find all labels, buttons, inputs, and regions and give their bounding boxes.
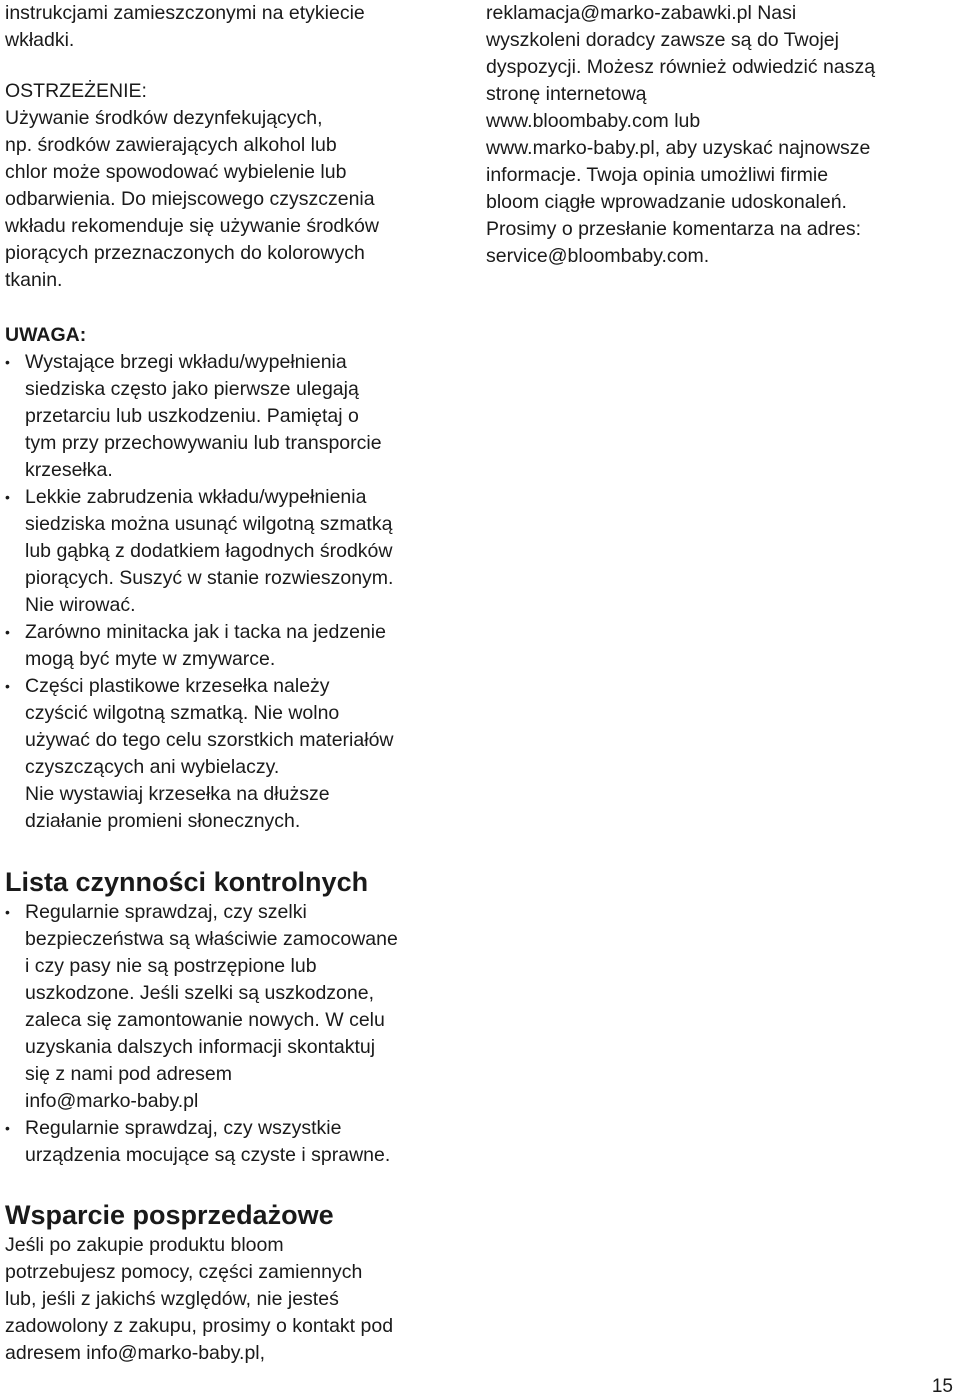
text-line: Wystające brzegi wkładu/wypełnienia [25, 351, 347, 373]
text-line: www.bloombaby.com lub [486, 110, 701, 132]
contact-paragraph [486, 0, 956, 270]
text-line: uszkodzone. Jeśli szelki są uszkodzone, [25, 982, 375, 1004]
text-line: Zarówno minitacka jak i tacka na jedzenie [25, 621, 386, 643]
text-line: dyspozycji. Możesz również odwiedzić naszą [486, 56, 876, 78]
text-line: bezpieczeństwa są właściwie zamocowane [25, 928, 398, 950]
text-line: chlor może spowodować wybielenie lub [5, 161, 347, 183]
text-line: Prosimy o przesłanie komentarza na adres: [486, 218, 862, 240]
text-line: service@bloombaby.com. [486, 245, 710, 267]
support-section [5, 1198, 465, 1367]
text-line: wkładu rekomenduje się używanie środków [5, 215, 379, 237]
text-line: krzesełka. [25, 459, 113, 481]
text-line: wkładki. [5, 29, 75, 51]
bullet-icon: • [5, 678, 10, 694]
support-paragraph [5, 1232, 465, 1367]
text-line: i czy pasy nie są postrzępione lub [25, 955, 317, 977]
text-line: Używanie środków dezynfekujących, [5, 107, 323, 129]
list-item [5, 1115, 465, 1169]
text-line: czyszczących ani wybielaczy. [25, 756, 280, 778]
list-item [5, 484, 465, 619]
bullet-icon: • [5, 489, 10, 505]
text-line: Nie wirować. [25, 594, 136, 616]
text-line: bloom ciągłe wprowadzanie udoskonaleń. [486, 191, 847, 213]
text-line: Nie wystawiaj krzesełka na dłuższe [25, 783, 330, 805]
text-line: czyścić wilgotną szmatką. Nie wolno [25, 702, 340, 724]
support-heading: Wsparcie posprzedażowe [5, 1200, 334, 1230]
bullet-icon: • [5, 624, 10, 640]
page-number: 15 [931, 1376, 953, 1397]
checklist-list [5, 899, 465, 1169]
text-line: wyszkoleni doradcy zawsze są do Twojej [486, 29, 839, 51]
text-line: się z nami pod adresem [25, 1063, 233, 1085]
text-line: adresem info@marko-baby.pl, [5, 1342, 266, 1364]
text-line: piorących. Suszyć w stanie rozwieszonym. [25, 567, 394, 589]
text-line: urządzenia mocujące są czyste i sprawne. [25, 1144, 391, 1166]
text-line: używać do tego celu szorstkich materiałów [25, 729, 394, 751]
text-line: np. środków zawierających alkohol lub [5, 134, 337, 156]
text-line: zadowolony z zakupu, prosimy o kontakt pod [5, 1315, 394, 1337]
warning-section [5, 78, 465, 294]
text-line: Lekkie zabrudzenia wkładu/wypełnienia [25, 486, 367, 508]
warning-label: OSTRZEŻENIE: [5, 80, 147, 102]
text-line: lub, jeśli z jakichś względów, nie jesteś [5, 1288, 339, 1310]
text-line: siedziska można usunąć wilgotną szmatką [25, 513, 393, 535]
checklist-heading: Lista czynności kontrolnych [5, 867, 369, 897]
note-section [5, 322, 465, 835]
list-item [5, 673, 465, 835]
text-line: uzyskania dalszych informacji skontaktuj [25, 1036, 376, 1058]
text-line: Jeśli po zakupie produktu bloom [5, 1234, 284, 1256]
text-line: zaleca się zamontowanie nowych. W celu [25, 1009, 385, 1031]
text-line: Części plastikowe krzesełka należy [25, 675, 330, 697]
text-line: działanie promieni słonecznych. [25, 810, 301, 832]
text-line: reklamacja@marko-zabawki.pl Nasi [486, 2, 797, 24]
text-line: Regularnie sprawdzaj, czy szelki [25, 901, 307, 923]
text-line: tkanin. [5, 269, 63, 291]
text-line: piorących przeznaczonych do kolorowych [5, 242, 365, 264]
list-item [5, 349, 465, 484]
text-line: lub gąbką z dodatkiem łagodnych środków [25, 540, 393, 562]
text-line: informacje. Twoja opinia umożliwi firmie [486, 164, 829, 186]
text-line: odbarwienia. Do miejscowego czyszczenia [5, 188, 375, 210]
text-line: www.marko-baby.pl, aby uzyskać najnowsze [486, 137, 871, 159]
text-line: mogą być myte w zmywarce. [25, 648, 276, 670]
text-line: przetarciu lub uszkodzeniu. Pamiętaj o [25, 405, 359, 427]
note-label: UWAGA: [5, 324, 87, 346]
bullet-icon: • [5, 904, 10, 920]
bullet-icon: • [5, 354, 10, 370]
contact-email: info@marko-baby.pl [25, 1090, 199, 1112]
text-line: stronę internetową [486, 83, 647, 105]
list-item [5, 899, 465, 1115]
note-list [5, 349, 465, 835]
text-line: tym przy przechowywaniu lub transporcie [25, 432, 382, 454]
list-item [5, 619, 465, 673]
text-line: potrzebujesz pomocy, części zamiennych [5, 1261, 363, 1283]
intro-paragraph [5, 0, 465, 54]
warning-paragraph [5, 105, 465, 294]
text-line: siedziska często jako pierwsze ulegają [25, 378, 359, 400]
text-line: Regularnie sprawdzaj, czy wszystkie [25, 1117, 342, 1139]
bullet-icon: • [5, 1120, 10, 1136]
checklist-section [5, 865, 465, 1169]
text-line: instrukcjami zamieszczonymi na etykiecie [5, 2, 365, 24]
